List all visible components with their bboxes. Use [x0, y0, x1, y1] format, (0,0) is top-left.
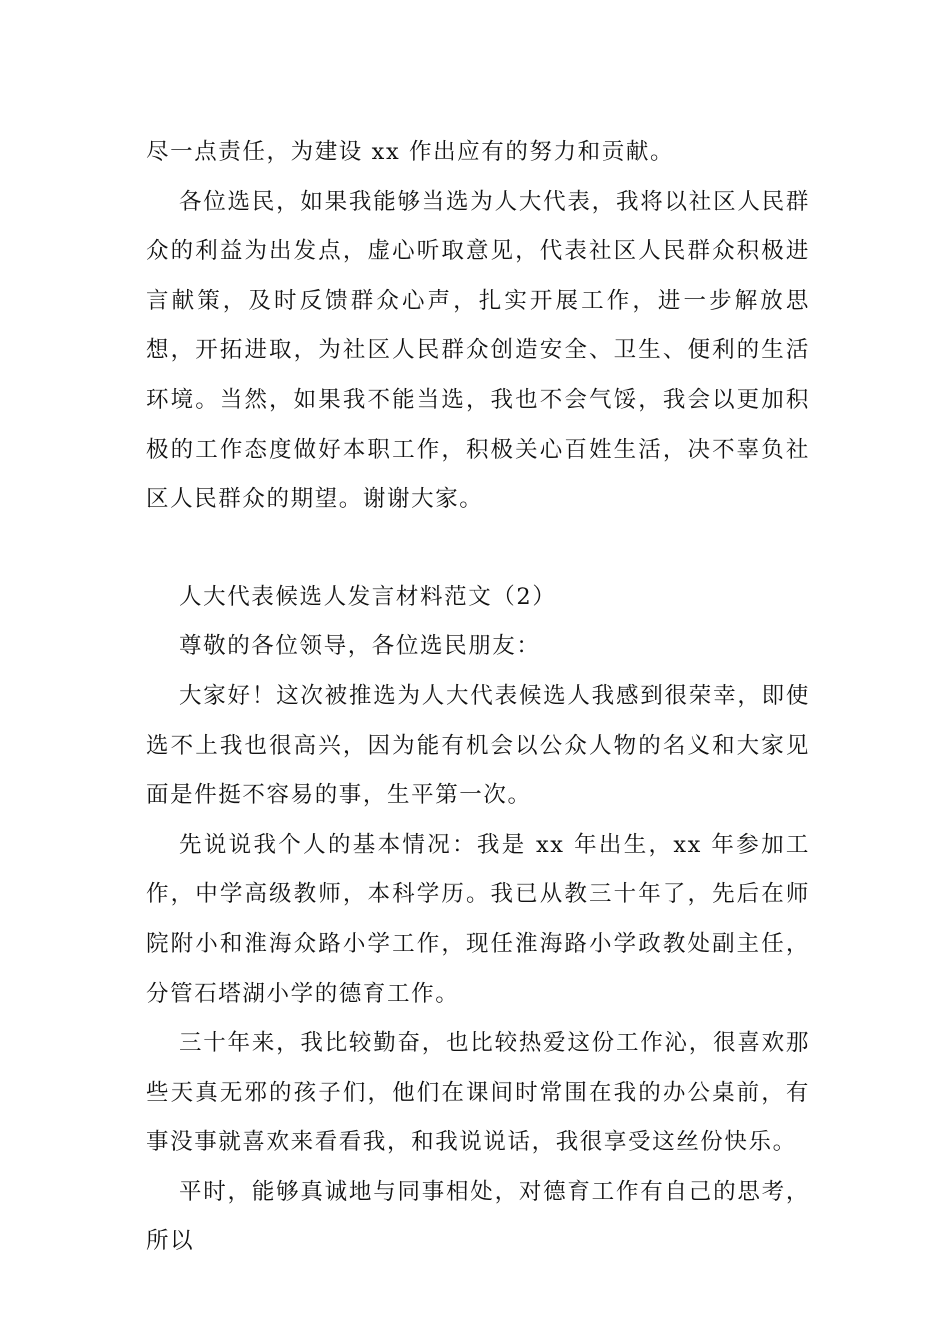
- body-paragraph: 先说说我个人的基本情况：我是 xx 年出生，xx 年参加工作，中学高级教师，本科学历。我已从教三十年了，先后在师院附小和淮海众路小学工作，现任淮海路小学政教处副主任，分管石塔湖小学的德育工作。: [146, 831, 810, 1007]
- body-paragraph: 各位选民，如果我能够当选为人大代表，我将以社区人民群众的利益为出发点，虚心听取意见，代表社区人民群众积极进言献策，及时反馈群众心声，扎实开展工作，进一步解放思想，开拓进取，为社区人民群众创造安全、卫生、便利的生活环境。当然，如果我不能当选，我也不会气馁，我会以更加积极的工作态度做好本职工作，积极关心百姓生活，决不辜负社区人民群众的期望。谢谢大家。: [146, 188, 810, 513]
- body-paragraph: 三十年来，我比较勤奋，也比较热爱这份工作沁，很喜欢那些天真无邪的孩子们，他们在课间时常围在我的办公桌前，有事没事就喜欢来看看我，和我说说话，我很享受这丝份快乐。: [146, 1030, 810, 1156]
- body-paragraph: 大家好！这次被推选为人大代表候选人我感到很荣幸，即使选不上我也很高兴，因为能有机会以公众人物的名义和大家见面是件挺不容易的事，生平第一次。: [146, 682, 810, 809]
- salutation: 尊敬的各位领导，各位选民朋友：: [179, 633, 541, 660]
- body-paragraph: 平时，能够真诚地与同事相处，对德育工作有自己的思考，所以: [146, 1178, 810, 1255]
- body-paragraph: 尽一点责任，为建设 xx 作出应有的努力和贡献。: [146, 139, 675, 165]
- section-title: 人大代表候选人发言材料范文（2）: [179, 583, 557, 610]
- document-page: [146, 128, 810, 1267]
